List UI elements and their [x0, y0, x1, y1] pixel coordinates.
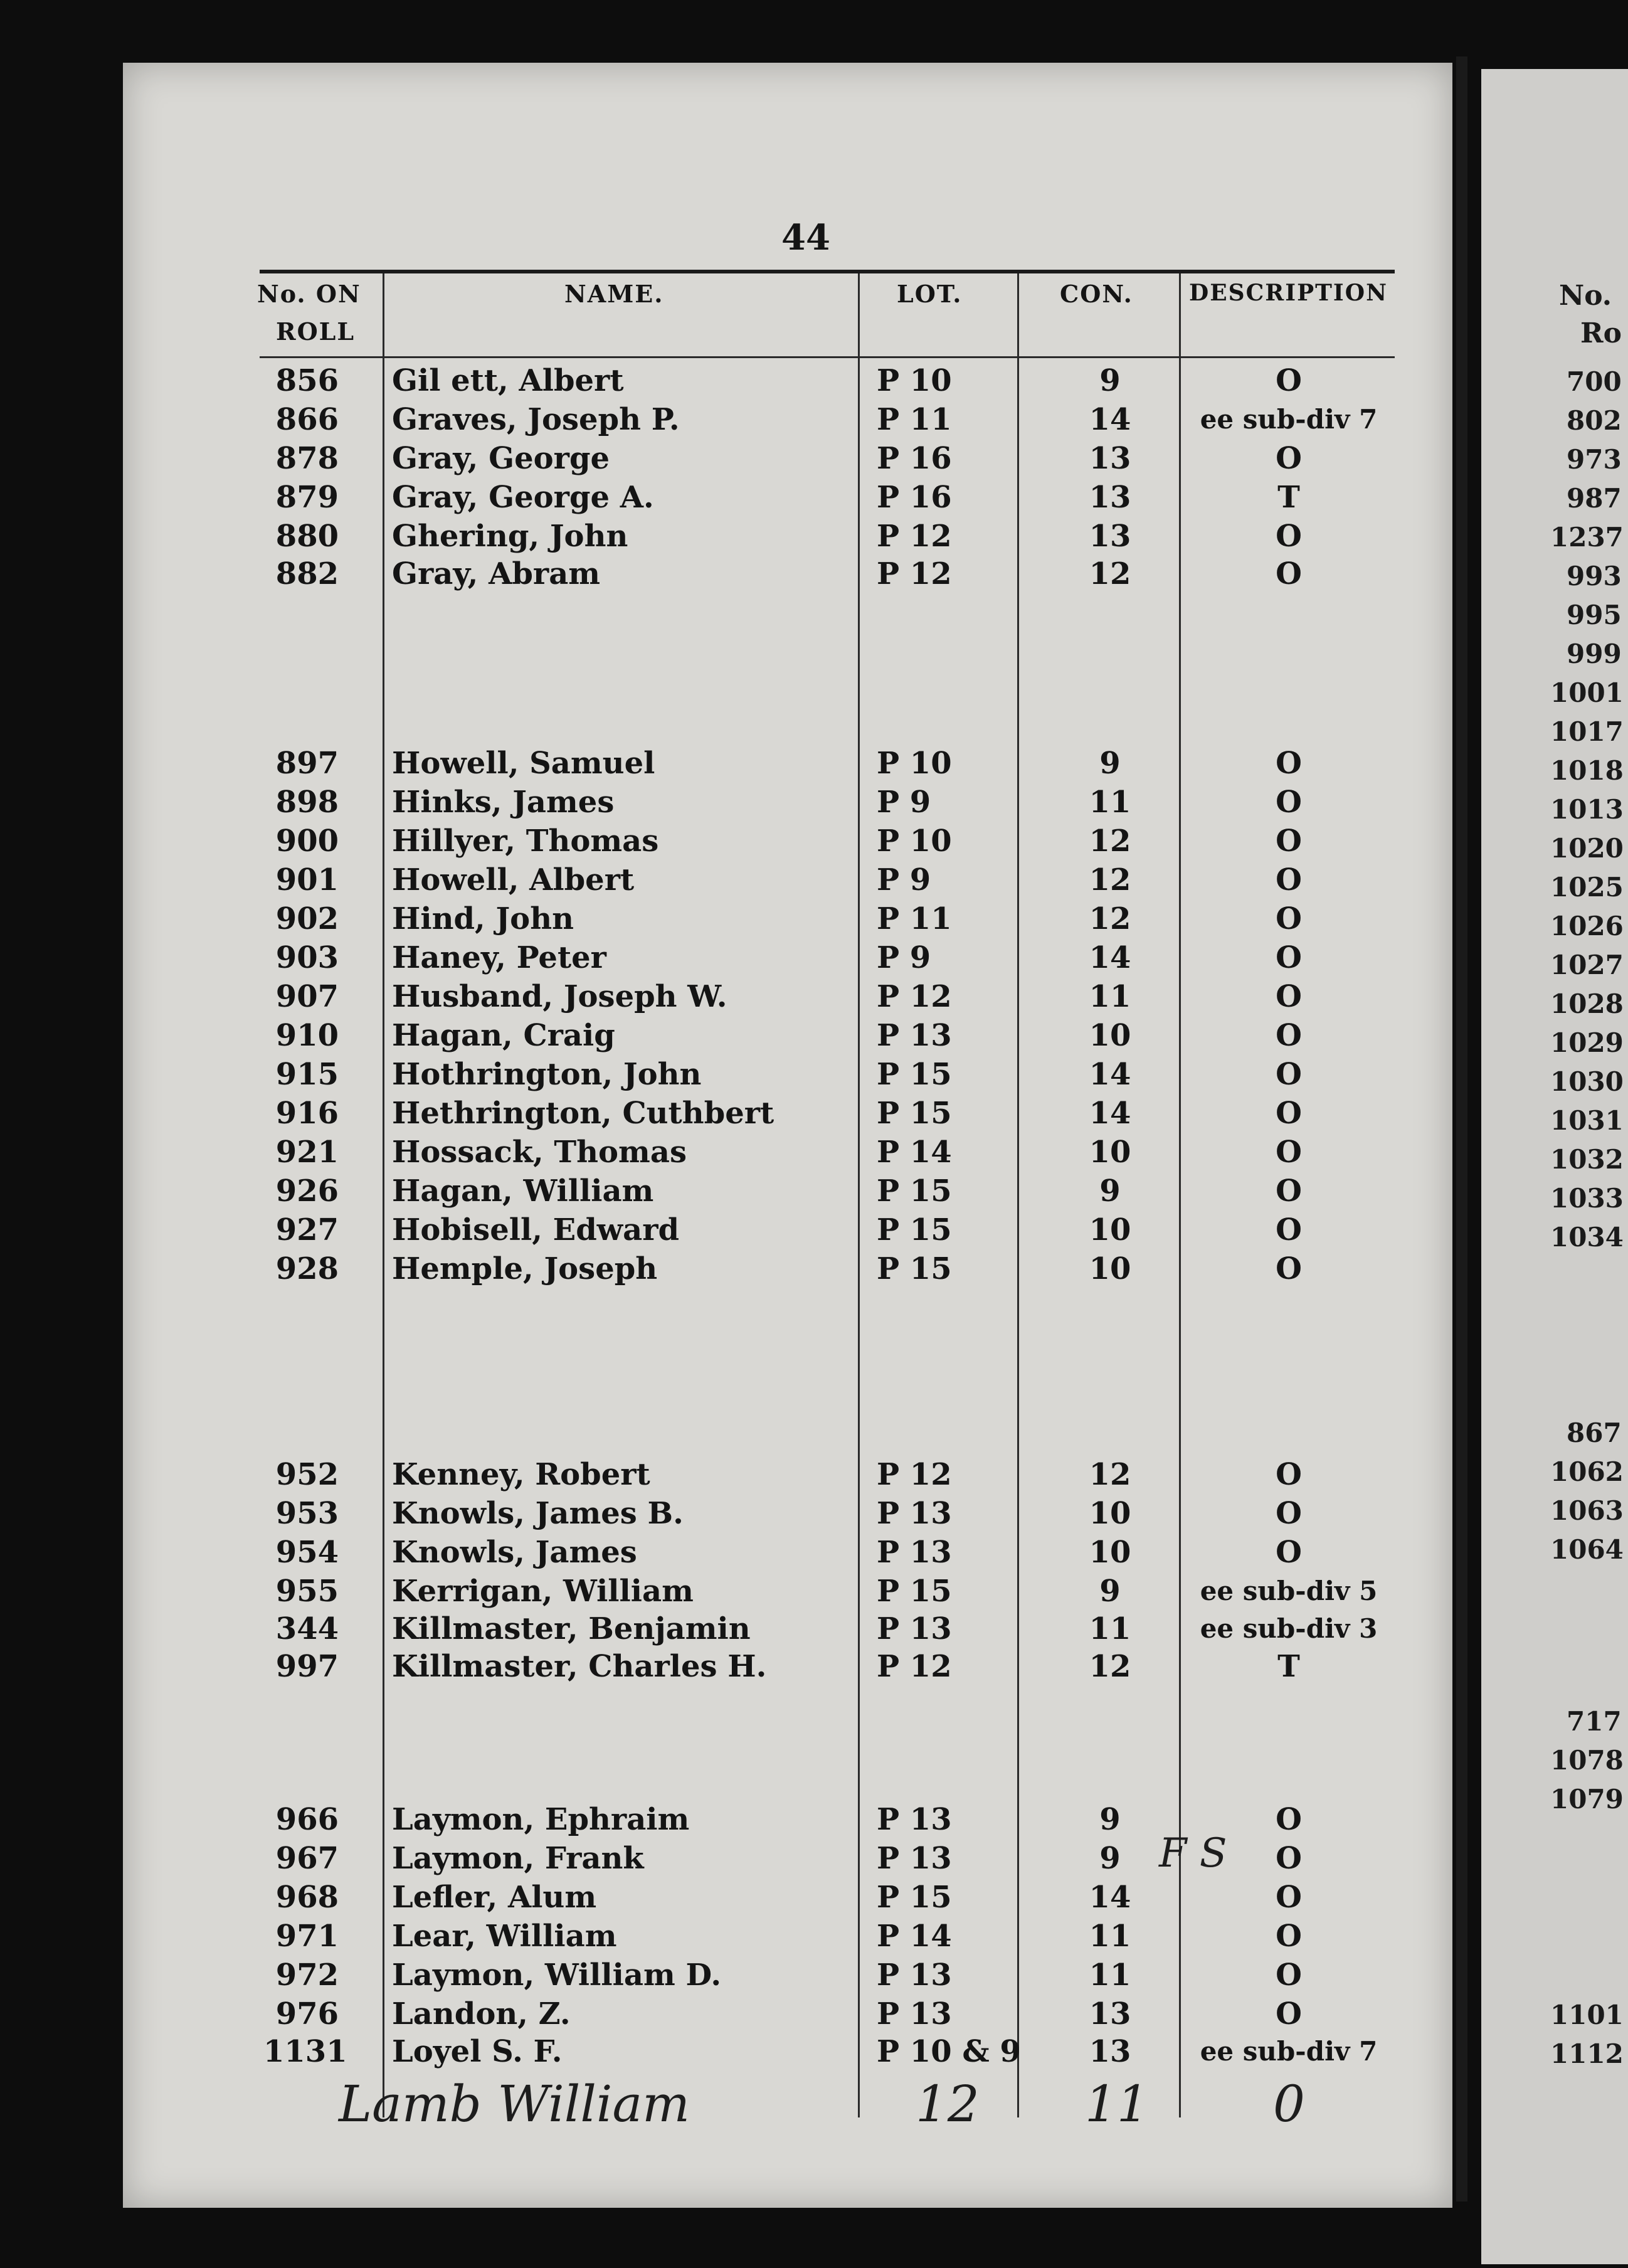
right-roll-number: 1101	[1550, 2000, 1624, 2030]
lot-number: P 12	[877, 556, 952, 591]
person-name: Hillyer, Thomas	[392, 824, 659, 859]
concession: 12	[1089, 901, 1131, 936]
person-name: Hind, John	[392, 901, 574, 936]
concession: 10	[1089, 1135, 1131, 1170]
lot-number: P 13	[877, 1496, 952, 1531]
lot-number: P 10	[877, 746, 952, 781]
table-row	[0, 1249, 1628, 1288]
table-row	[0, 1917, 1628, 1956]
table-row	[0, 361, 1628, 400]
handwritten-lot: 12	[916, 2075, 980, 2133]
roll-number: 882	[275, 556, 339, 591]
person-name: Loyel S. F.	[392, 2034, 563, 2069]
concession: 14	[1089, 1880, 1131, 1915]
description: T	[1277, 480, 1300, 515]
person-name: Hethrington, Cuthbert	[392, 1096, 774, 1131]
header-lot: LOT.	[897, 280, 963, 308]
lot-number: P 13	[877, 1802, 952, 1837]
lot-number: P 11	[877, 901, 952, 936]
right-roll-number: 802	[1567, 405, 1622, 436]
description: O	[1276, 940, 1302, 975]
person-name: Gray, George A.	[392, 480, 654, 515]
person-name: Hemple, Joseph	[392, 1251, 658, 1286]
table-row	[0, 1839, 1628, 1878]
roll-number: 954	[275, 1535, 339, 1570]
concession: 9	[1099, 1841, 1121, 1876]
roll-number: 928	[275, 1251, 339, 1286]
description: O	[1276, 1457, 1302, 1492]
table-row	[0, 554, 1628, 593]
concession: 10	[1089, 1535, 1131, 1570]
roll-number: 907	[275, 979, 339, 1014]
roll-number: 898	[275, 785, 339, 820]
concession: 13	[1089, 480, 1131, 515]
right-roll-number: 1078	[1550, 1745, 1624, 1776]
concession: 12	[1089, 862, 1131, 898]
person-name: Hothrington, John	[392, 1057, 702, 1092]
person-name: Lear, William	[392, 1919, 617, 1954]
right-roll-number: 993	[1567, 561, 1622, 591]
description: O	[1276, 1174, 1302, 1209]
lot-number: P 14	[877, 1135, 952, 1170]
right-roll-number: 987	[1567, 483, 1622, 514]
table-row	[0, 1533, 1628, 1572]
person-name: Laymon, Ephraim	[392, 1802, 690, 1837]
person-name: Howell, Albert	[392, 862, 635, 898]
concession: 9	[1099, 1574, 1121, 1609]
lot-number: P 10	[877, 363, 952, 398]
person-name: Graves, Joseph P.	[392, 402, 680, 437]
right-roll-number: 717	[1567, 1706, 1622, 1737]
description: O	[1276, 901, 1302, 936]
description: O	[1276, 441, 1302, 476]
concession: 13	[1089, 2034, 1131, 2069]
concession: 10	[1089, 1496, 1131, 1531]
concession: 14	[1089, 1057, 1131, 1092]
lot-number: P 15	[877, 1174, 952, 1209]
roll-number: 955	[275, 1574, 339, 1609]
lot-number: P 16	[877, 441, 952, 476]
concession: 9	[1099, 1802, 1121, 1837]
roll-number: 972	[275, 1958, 339, 1993]
table-row	[0, 1995, 1628, 2033]
table-row	[0, 822, 1628, 861]
person-name: Laymon, William D.	[392, 1958, 722, 1993]
right-roll-number: 1033	[1550, 1183, 1624, 1214]
description: O	[1276, 1841, 1302, 1876]
description: O	[1276, 746, 1302, 781]
concession: 12	[1089, 1457, 1131, 1492]
description: O	[1276, 1212, 1302, 1248]
description: O	[1276, 824, 1302, 859]
roll-number: 866	[275, 402, 339, 437]
table-row	[0, 1455, 1628, 1494]
header-name: NAME.	[564, 280, 664, 308]
lot-number: P 12	[877, 979, 952, 1014]
right-roll-number: 1062	[1550, 1456, 1624, 1487]
lot-number: P 13	[877, 1958, 952, 1993]
description: ee sub-div 5	[1200, 1576, 1378, 1606]
person-name: Gray, George	[392, 441, 610, 476]
roll-number: 856	[275, 363, 339, 398]
lot-number: P 13	[877, 1996, 952, 2032]
header-no-line2: ROLL	[276, 317, 356, 346]
lot-number: P 10	[877, 824, 952, 859]
description: T	[1277, 1649, 1300, 1684]
concession: 11	[1089, 1611, 1131, 1646]
right-header-line1: No.	[1559, 280, 1612, 312]
lot-number: P 12	[877, 1649, 952, 1684]
handwritten-margin-note: F S	[1159, 1830, 1227, 1877]
right-roll-number: 1079	[1550, 1784, 1624, 1815]
right-roll-number: 1026	[1550, 911, 1624, 941]
roll-number: 927	[275, 1212, 339, 1248]
person-name: Hobisell, Edward	[392, 1212, 680, 1248]
table-row	[0, 1133, 1628, 1172]
right-roll-number: 995	[1567, 600, 1622, 630]
person-name: Laymon, Frank	[392, 1841, 644, 1876]
description: ee sub-div 7	[1200, 404, 1378, 435]
concession: 13	[1089, 441, 1131, 476]
table-row	[0, 2032, 1628, 2071]
header-top-rule	[260, 270, 1395, 273]
lot-number: P 12	[877, 1457, 952, 1492]
concession: 10	[1089, 1212, 1131, 1248]
roll-number: 997	[275, 1649, 339, 1684]
header-no-line1: No. ON	[257, 280, 361, 308]
lot-number: P 15	[877, 1574, 952, 1609]
lot-number: P 11	[877, 402, 952, 437]
description: O	[1276, 862, 1302, 898]
lot-number: P 15	[877, 1057, 952, 1092]
handwritten-desc: 0	[1273, 2075, 1305, 2133]
concession: 11	[1089, 1919, 1131, 1954]
description: O	[1276, 1135, 1302, 1170]
lot-number: P 13	[877, 1535, 952, 1570]
concession: 10	[1089, 1251, 1131, 1286]
person-name: Killmaster, Charles H.	[392, 1649, 767, 1684]
roll-number: 966	[275, 1802, 339, 1837]
person-name: Hinks, James	[392, 785, 615, 820]
person-name: Kenney, Robert	[392, 1457, 650, 1492]
lot-number: P 15	[877, 1212, 952, 1248]
right-roll-number: 1029	[1550, 1027, 1624, 1058]
description: O	[1276, 1057, 1302, 1092]
roll-number: 952	[275, 1457, 339, 1492]
right-roll-number: 1027	[1550, 950, 1624, 980]
description: O	[1276, 1996, 1302, 2032]
right-roll-number: 1063	[1550, 1495, 1624, 1526]
table-row	[0, 1094, 1628, 1133]
table-row	[0, 478, 1628, 517]
lot-number: P 15	[877, 1251, 952, 1286]
description: O	[1276, 1535, 1302, 1570]
concession: 10	[1089, 1018, 1131, 1053]
concession: 14	[1089, 940, 1131, 975]
table-row	[0, 744, 1628, 783]
lot-number: P 10 & 9	[877, 2034, 1021, 2069]
right-roll-number: 1031	[1550, 1105, 1624, 1136]
roll-number: 926	[275, 1174, 339, 1209]
roll-number: 967	[275, 1841, 339, 1876]
description: O	[1276, 1096, 1302, 1131]
table-row	[0, 899, 1628, 938]
person-name: Gray, Abram	[392, 556, 601, 591]
header-bottom-rule	[260, 356, 1395, 358]
table-row	[0, 1800, 1628, 1839]
table-row	[0, 1609, 1628, 1648]
table-row	[0, 783, 1628, 822]
person-name: Lefler, Alum	[392, 1880, 597, 1915]
roll-number: 915	[275, 1057, 339, 1092]
person-name: Killmaster, Benjamin	[392, 1611, 751, 1646]
concession: 14	[1089, 1096, 1131, 1131]
person-name: Husband, Joseph W.	[392, 979, 727, 1014]
lot-number: P 12	[877, 519, 952, 554]
roll-number: 953	[275, 1496, 339, 1531]
person-name: Hagan, William	[392, 1174, 654, 1209]
lot-number: P 15	[877, 1096, 952, 1131]
roll-number: 902	[275, 901, 339, 936]
right-roll-number: 867	[1567, 1417, 1622, 1448]
table-row	[0, 1211, 1628, 1249]
roll-number: 976	[275, 1996, 339, 2032]
roll-number: 971	[275, 1919, 339, 1954]
description: O	[1276, 1919, 1302, 1954]
roll-number: 903	[275, 940, 339, 975]
concession: 9	[1099, 363, 1121, 398]
person-name: Gil ett, Albert	[392, 363, 624, 398]
lot-number: P 13	[877, 1018, 952, 1053]
handwritten-name: Lamb William	[339, 2075, 690, 2133]
concession: 13	[1089, 519, 1131, 554]
roll-number: 910	[275, 1018, 339, 1053]
right-roll-number: 1030	[1550, 1066, 1624, 1097]
header-con: CON.	[1060, 280, 1133, 308]
table-row	[0, 1878, 1628, 1917]
description: O	[1276, 1251, 1302, 1286]
lot-number: P 9	[877, 785, 931, 820]
roll-number: 900	[275, 824, 339, 859]
concession: 11	[1089, 785, 1131, 820]
roll-number: 968	[275, 1880, 339, 1915]
concession: 12	[1089, 1649, 1131, 1684]
roll-number: 916	[275, 1096, 339, 1131]
description: O	[1276, 519, 1302, 554]
right-roll-number: 1020	[1550, 833, 1624, 864]
description: O	[1276, 1880, 1302, 1915]
concession: 12	[1089, 824, 1131, 859]
description: O	[1276, 1496, 1302, 1531]
concession: 12	[1089, 556, 1131, 591]
right-roll-number: 1025	[1550, 872, 1624, 903]
concession: 11	[1089, 1958, 1131, 1993]
description: O	[1276, 1958, 1302, 1993]
table-row	[0, 1055, 1628, 1094]
table-row	[0, 1172, 1628, 1211]
page-number: 44	[781, 217, 830, 258]
table-row	[0, 517, 1628, 556]
lot-number: P 15	[877, 1880, 952, 1915]
table-row	[0, 1647, 1628, 1686]
right-roll-number: 1237	[1550, 522, 1624, 553]
right-header-line2: Ro	[1580, 317, 1622, 349]
table-row	[0, 400, 1628, 439]
table-row	[0, 861, 1628, 899]
right-roll-number: 700	[1567, 366, 1622, 397]
concession: 11	[1089, 979, 1131, 1014]
roll-number: 1131	[263, 2034, 347, 2069]
lot-number: P 9	[877, 862, 931, 898]
roll-number: 344	[275, 1611, 339, 1646]
concession: 9	[1099, 746, 1121, 781]
concession: 14	[1089, 402, 1131, 437]
lot-number: P 14	[877, 1919, 952, 1954]
right-roll-number: 1018	[1550, 755, 1624, 786]
person-name: Kerrigan, William	[392, 1574, 694, 1609]
table-row	[0, 1572, 1628, 1611]
header-description: DESCRIPTION	[1189, 280, 1388, 306]
right-roll-number: 1064	[1550, 1534, 1624, 1565]
table-row	[0, 977, 1628, 1016]
right-roll-number: 1001	[1550, 677, 1624, 708]
lot-number: P 16	[877, 480, 952, 515]
person-name: Knowls, James	[392, 1535, 637, 1570]
table-row	[0, 1956, 1628, 1995]
roll-number: 879	[275, 480, 339, 515]
person-name: Ghering, John	[392, 519, 628, 554]
person-name: Hagan, Craig	[392, 1018, 615, 1053]
right-roll-number: 1112	[1550, 2038, 1624, 2069]
description: O	[1276, 1018, 1302, 1053]
description: O	[1276, 556, 1302, 591]
lot-number: P 9	[877, 940, 931, 975]
roll-number: 901	[275, 862, 339, 898]
person-name: Knowls, James B.	[392, 1496, 684, 1531]
table-row	[0, 938, 1628, 977]
roll-number: 921	[275, 1135, 339, 1170]
description: ee sub-div 7	[1200, 2036, 1378, 2067]
right-roll-number: 973	[1567, 444, 1622, 475]
person-name: Landon, Z.	[392, 1996, 571, 2032]
roll-number: 880	[275, 519, 339, 554]
description: ee sub-div 3	[1200, 1613, 1378, 1644]
table-row	[0, 1494, 1628, 1533]
person-name: Howell, Samuel	[392, 746, 655, 781]
roll-number: 897	[275, 746, 339, 781]
handwritten-con: 11	[1085, 2075, 1149, 2133]
right-roll-number: 1017	[1550, 716, 1624, 747]
person-name: Haney, Peter	[392, 940, 606, 975]
table-row	[0, 1016, 1628, 1055]
description: O	[1276, 1802, 1302, 1837]
lot-number: P 13	[877, 1611, 952, 1646]
person-name: Hossack, Thomas	[392, 1135, 687, 1170]
right-roll-number: 1032	[1550, 1144, 1624, 1175]
description: O	[1276, 979, 1302, 1014]
roll-number: 878	[275, 441, 339, 476]
right-roll-number: 1034	[1550, 1222, 1624, 1253]
right-roll-number: 1028	[1550, 988, 1624, 1019]
description: O	[1276, 785, 1302, 820]
concession: 9	[1099, 1174, 1121, 1209]
table-row	[0, 439, 1628, 478]
right-roll-number: 999	[1567, 639, 1622, 669]
concession: 13	[1089, 1996, 1131, 2032]
lot-number: P 13	[877, 1841, 952, 1876]
right-roll-number: 1013	[1550, 794, 1624, 825]
description: O	[1276, 363, 1302, 398]
